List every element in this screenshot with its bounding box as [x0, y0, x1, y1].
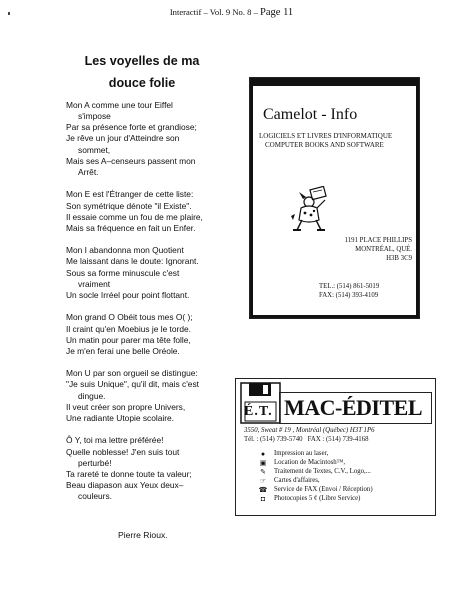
ad-subtitle: COMPUTER BOOKS AND SOFTWARE — [265, 141, 384, 149]
number-label: No. 8 — [232, 7, 252, 17]
poem-stanza — [66, 312, 256, 357]
volume-label: Vol. 9 — [209, 7, 231, 17]
page-header — [0, 7, 463, 18]
copier-icon: ◘ — [260, 494, 266, 503]
poem-stanza — [66, 189, 256, 234]
poem-line: perturbé! — [78, 457, 112, 468]
poem-line: dingue. — [78, 390, 106, 401]
ad-panel — [253, 86, 416, 315]
poem-stanza — [66, 435, 256, 502]
poem-line: Il veut créer son propre Univers, — [66, 401, 186, 412]
poem-line: Mon A comme une tour Eiffel — [66, 100, 173, 110]
service-text: Service de FAX (Envoi / Réception) — [274, 485, 373, 493]
header-separator: – — [203, 7, 208, 17]
logo-initials: É.T. — [244, 404, 273, 419]
service-text: Traitement de Textes, C.V., Logo,... — [274, 467, 371, 475]
service-item — [258, 450, 373, 459]
service-item — [258, 459, 373, 468]
page-number: Page 11 — [260, 7, 294, 18]
address-line: MONTRÉAL, QUÉ. — [355, 246, 412, 253]
poem-line: Sous sa forme minuscule c'est — [66, 267, 180, 278]
poem-line: Ta rareté te donne toute ta valeur; — [66, 468, 192, 479]
service-item — [258, 486, 373, 495]
poem-line: Mais sa fréquence en fait un Enfer. — [66, 222, 196, 233]
service-item — [258, 477, 373, 486]
poem-line: couleurs. — [78, 491, 112, 502]
fax-number: FAX : (514) 739-4168 — [307, 436, 369, 443]
poem-line: Je m'en ferai une belle Oréole. — [66, 345, 180, 356]
poem-line: Un socle Irréel pour point flottant. — [66, 289, 190, 300]
service-text: Location de Macintosh™, — [274, 458, 346, 466]
poem-body — [66, 100, 256, 514]
fax-number: FAX: (514) 393-4109 — [319, 292, 379, 299]
poem-line: Une radiante Utopie scolaire. — [66, 412, 175, 423]
poem-line: sommet, — [78, 144, 111, 155]
ad-brand-name: MAC-ÉDITEL — [284, 395, 423, 420]
poem-line: Mon grand O Obéit tous mes O( ); — [66, 312, 193, 323]
pen-icon: ✎ — [260, 467, 266, 476]
services-list — [258, 450, 373, 503]
poem-line: "Je suis Unique", qu'il dit, mais c'est — [66, 379, 199, 390]
poem-line: Arrêt. — [78, 166, 99, 177]
phone-number: Tél. : (514) 739-5740 — [244, 436, 303, 443]
disk-icon: ▣ — [259, 458, 267, 467]
hand-icon: ☞ — [259, 476, 267, 485]
poem-line: Par sa présence forte et grandiose; — [66, 122, 197, 133]
poem-title-line: douce folie — [108, 76, 176, 90]
poem-title-line: Les voyelles de ma — [84, 54, 200, 68]
service-item — [258, 495, 373, 504]
ad-contact — [319, 282, 379, 300]
poem-line: vraiment — [78, 278, 111, 289]
header-separator: – — [253, 7, 258, 17]
service-item — [258, 468, 373, 477]
service-text: Photocopies 5 ¢ (Libre Service) — [274, 494, 361, 502]
poem-line: s'impose — [78, 111, 111, 122]
publication-name: Interactif — [169, 7, 202, 17]
ad-brand-name: Camelot - Info — [263, 106, 358, 123]
poem-line: Me laissant dans le doute: Ignorant. — [66, 256, 199, 267]
phone-icon: ☎ — [258, 485, 268, 494]
mac-editel-ad — [235, 378, 436, 516]
ad-contact — [244, 436, 369, 443]
poem-line: Il craint qu'en Moebius je le torde. — [66, 323, 191, 334]
ad-address: 3550, Sweat # 19 , Montréal (Québec) H3T 1P6 — [244, 427, 375, 434]
service-text: Impression au laser, — [274, 450, 329, 457]
poem-line: Mon U par son orgueil se distingue: — [66, 368, 198, 379]
apple-icon: ● — [260, 450, 266, 458]
poem-line: Il essaie comme un fou de me plaire, — [66, 211, 203, 222]
service-text: Cartes d'affaires, — [274, 476, 320, 484]
poem-line: Je rêve un jour d'Atteindre son — [66, 133, 180, 144]
poem-title — [56, 50, 228, 94]
poem-line: Mon I abandonna mon Quotient — [66, 245, 184, 256]
phone-number: TEL.: (514) 861-5019 — [319, 283, 380, 290]
poem-line: Mais ses A–censeurs passent mon — [66, 155, 196, 166]
jester-reading-icon — [289, 186, 333, 234]
poem-line: Mon E est l'Étranger de cette liste: — [66, 189, 194, 200]
poem-line: Beau diapason aux Yeux deux– — [66, 480, 184, 491]
poem-stanza — [66, 100, 256, 178]
poem-line: Son symétrique dénote "il Existe". — [66, 200, 192, 211]
poem-stanza — [66, 245, 256, 301]
camelot-info-ad — [249, 77, 420, 319]
address-line: H3B 3C9 — [386, 255, 412, 262]
poem-line: Quelle noblesse! J'en suis tout — [66, 446, 180, 457]
poem-stanza — [66, 368, 256, 424]
poem-line: Ô Y, toi ma lettre préférée! — [66, 435, 164, 446]
address-line: 1191 PLACE PHILLIPS — [344, 237, 412, 244]
poem-signature: Pierre Rioux. — [118, 530, 168, 540]
poem-line: Un matin pour parer ma tête folle, — [66, 334, 191, 345]
ad-subtitle: LOGICIELS ET LIVRES D'INFORMATIQUE — [259, 132, 393, 140]
ad-address — [340, 236, 412, 263]
